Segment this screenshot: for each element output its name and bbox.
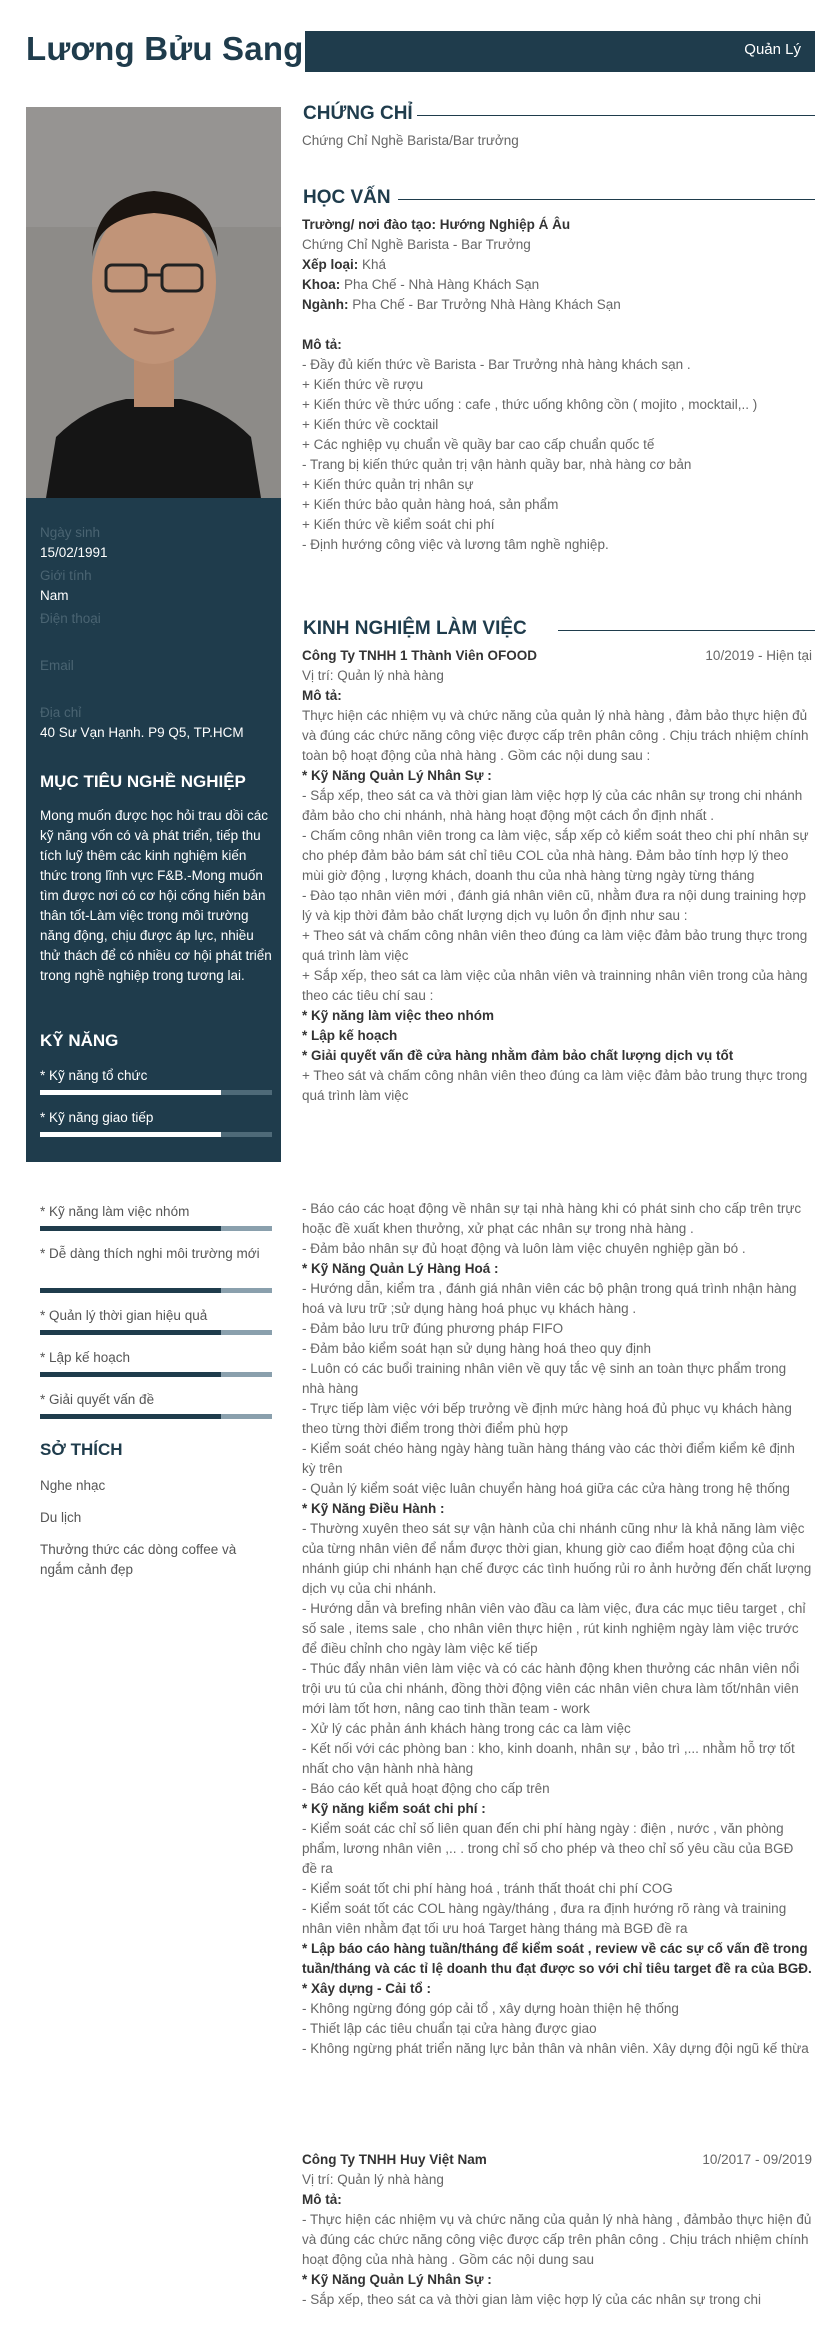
hobby-item: Nghe nhạc: [40, 1478, 106, 1493]
desc-line: - Đào tạo nhân viên mới , đánh giá nhân viên cũ, nhằm đưa ra nội dung training hợp lý và kịp thời đảm bảo chất lượng dịch vụ luôn ổn định như sau :: [302, 888, 807, 923]
desc-line: - Thiết lập các tiêu chuẩn tại cửa hàng được giao: [302, 2021, 597, 2036]
desc-line: - Đảm bảo kiểm soát hạn sử dụng hàng hoá theo quy định: [302, 1341, 652, 1356]
job-desc-list: [302, 706, 812, 1106]
desc-line: - Luôn có các buổi training nhân viên về quy tắc vệ sinh an toàn thực phẩm trong nhà hàng: [302, 1361, 787, 1396]
faculty-label: Khoa:: [302, 277, 341, 292]
skill-name: * Kỹ năng tổ chức: [40, 1068, 148, 1083]
skill-bar: [40, 1226, 272, 1231]
desc-line: - Đảm bảo nhân sự đủ hoạt động và luôn làm việc chuyên nghiệp gần bó .: [302, 1241, 746, 1256]
job-desc-list: [302, 2210, 812, 2310]
skills-title: KỸ NĂNG: [40, 1031, 119, 1050]
desc-line: - Định hướng công việc và lương tâm nghề nghiệp.: [302, 537, 609, 552]
company-name: Công Ty TNHH Huy Việt Nam: [302, 2152, 487, 2167]
job-position: Vị trí: Quản lý nhà hàng: [302, 2172, 444, 2187]
skill-bar-fill: [40, 1330, 221, 1335]
desc-line: + Kiến thức về thức uống : cafe , thức uống không cồn ( mojito , mocktail,.. ): [302, 397, 758, 412]
desc-line: - Báo cáo kết quả hoạt động cho cấp trên: [302, 1781, 550, 1796]
job-date: 10/2019 - Hiện tại: [705, 648, 812, 663]
desc-line: * Kỹ Năng Điều Hành :: [302, 1501, 445, 1516]
job-position: Vị trí: Quản lý nhà hàng: [302, 668, 444, 683]
desc-line: - Xử lý các phản ánh khách hàng trong các ca làm việc: [302, 1721, 631, 1736]
phone-label: Điện thoại: [40, 611, 101, 626]
school-label: Trường/ nơi đào tạo:: [302, 217, 436, 232]
desc-line: * Lập báo cáo hàng tuần/tháng để kiểm soát , review về các sự cố vấn đề trong tuần/tháng và các tỉ lệ doanh thu đạt được so với chỉ tiêu target đề ra của BGĐ.: [302, 1941, 812, 1976]
candidate-name: Lương Bửu Sang: [26, 30, 304, 67]
desc-line: - Đảm bảo lưu trữ đúng phương pháp FIFO: [302, 1321, 564, 1336]
desc-line: + Theo sát và chấm công nhân viên theo đúng ca làm việc đảm bảo trung thực trong quá trình làm việc: [302, 928, 808, 963]
desc-line: - Hướng dẫn, kiểm tra , đánh giá nhân viên các bộ phận trong quá trình nhận hàng hoá và lưu trữ ;sử dụng hàng hoá phục vụ khách hàng .: [302, 1281, 797, 1316]
skill-bar-fill: [40, 1090, 221, 1095]
rank-label: Xếp loại:: [302, 257, 359, 272]
desc-line: - Đầy đủ kiến thức về Barista - Bar Trưởng nhà hàng khách sạn .: [302, 357, 691, 372]
experience-title: KINH NGHIỆM LÀM VIỆC: [303, 618, 527, 639]
skill-bar: [40, 1090, 272, 1095]
dob-value: 15/02/1991: [40, 545, 108, 560]
desc-line: - Thực hiện các nhiệm vụ và chức năng của quản lý nhà hàng , đảmbảo thực hiện đủ và đúng các chức năng công việc được cấp trên phân công . Chịu trách nhiệm chính hoạt động của nhà hàng . Gồm các nội dung sau: [302, 2212, 812, 2267]
email-label: Email: [40, 658, 74, 673]
skill-bar-fill: [40, 1226, 221, 1231]
skill-name: * Kỹ năng làm việc nhóm: [40, 1204, 190, 1219]
desc-line: - Báo cáo các hoạt động về nhân sự tại nhà hàng khi có phát sinh cho cấp trên trực hoặc đề xuất khen thưởng, xử phạt các nhân sự trong nhà hàng .: [302, 1201, 802, 1236]
desc-line: - Sắp xếp, theo sát ca và thời gian làm việc hợp lý của các nhân sự trong chi: [302, 2292, 761, 2307]
rank-value: Khá: [362, 257, 387, 272]
major-label: Ngành:: [302, 297, 349, 312]
hobby-item: Du lịch: [40, 1510, 82, 1525]
desc-line: * Kỹ năng kiểm soát chi phí :: [302, 1801, 486, 1816]
desc-line: * Kỹ năng làm việc theo nhóm: [302, 1008, 495, 1023]
desc-line: + Sắp xếp, theo sát ca làm việc của nhân viên và trainning nhân viên trong của hàng theo các tiêu chí sau :: [302, 968, 808, 1003]
desc-line: + Các nghiệp vụ chuẩn về quầy bar cao cấp chuẩn quốc tế: [302, 437, 655, 452]
objective-title: MỤC TIÊU NGHỀ NGHIỆP: [40, 772, 246, 791]
job-title-bar: [305, 31, 815, 72]
desc-line: * Kỹ Năng Quản Lý Hàng Hoá :: [302, 1261, 499, 1276]
avatar-portrait-icon: [26, 107, 281, 498]
desc-line: - Hướng dẫn và brefing nhân viên vào đầu ca làm việc, đưa các mục tiêu target , chỉ số sale , items sale , cho nhân viên thực hiện , rút kinh nghiệm ngày làm việc trước để điều chỉnh cho ngày làm việc kế tiếp: [302, 1601, 806, 1656]
objective-text: Mong muốn được học hỏi trau dồi các kỹ năng vốn có và phát triển, tiếp thu tích luỹ thêm các kinh nghiệm kiến thức trong lĩnh vực F&B.-Mong muốn tìm được nơi có cơ hội cống hiến bản thân tốt-Làm việc trong môi trường năng động, chịu được áp lực, nhiều thử thách để có nhiều cơ hội phát triển trong nghề nghiệp trong tương lai.: [40, 808, 272, 983]
section-divider: [398, 199, 815, 200]
desc-line: + Kiến thức về kiểm soát chi phí: [302, 517, 495, 532]
skill-bar: [40, 1330, 272, 1335]
job2-block: [302, 2170, 812, 2310]
job1-block: [302, 666, 812, 1106]
address-value: 40 Sư Vạn Hạnh. P9 Q5, TP.HCM: [40, 725, 244, 740]
desc-line: + Kiến thức về cocktail: [302, 417, 439, 432]
desc-line: - Kết nối với các phòng ban : kho, kinh doanh, nhân sự , bảo trì ,... nhằm hỗ trợ tốt nhất cho vận hành nhà hàng: [302, 1741, 795, 1776]
gender-label: Giới tính: [40, 568, 92, 583]
skill-bar: [40, 1288, 272, 1293]
skill-bar-fill: [40, 1372, 221, 1377]
skill-name: * Quản lý thời gian hiệu quả: [40, 1308, 208, 1323]
job-title: Quản Lý: [744, 41, 801, 58]
major-value: Pha Chế - Bar Trưởng Nhà Hàng Khách Sạn: [352, 297, 621, 312]
dob-label: Ngày sinh: [40, 525, 101, 540]
skill-bar-fill: [40, 1132, 221, 1137]
job-desc-list-continued: [302, 1199, 812, 2059]
job-desc-label: Mô tả:: [302, 688, 342, 703]
desc-line: - Kiểm soát chéo hàng ngày hàng tuần hàng tháng vào các thời điểm kiểm kê định kỳ trên: [302, 1441, 795, 1476]
desc-line: - Chấm công nhân viên trong ca làm việc, sắp xếp cỏ kiểm soát theo chi phí nhân sự cho phép đảm bảo bám sát chỉ tiêu COL của nhà hàng. Đảm bảo tính hợp lý theo mùi giờ động , lượng khách, doanh thu của nhà hàng từng ngày từng tháng: [302, 828, 809, 883]
school-value: Hướng Nghiệp Á Âu: [439, 217, 571, 232]
desc-line: + Kiến thức quản trị nhân sự: [302, 477, 474, 492]
desc-line: * Giải quyết vấn đề cửa hàng nhằm đảm bảo chất lượng dịch vụ tốt: [302, 1048, 734, 1063]
skill-name: * Kỹ năng giao tiếp: [40, 1110, 154, 1125]
desc-line: * Kỹ Năng Quản Lý Nhân Sự :: [302, 768, 492, 783]
skill-bar-fill: [40, 1288, 221, 1293]
faculty-value: Pha Chế - Nhà Hàng Khách Sạn: [344, 277, 540, 292]
desc-line: - Thúc đẩy nhân viên làm việc và có các hành động khen thưởng các nhân viên nổi trội ưu tú của chi nhánh, đồng thời động viên các nhân viên chưa làm tốt/nhân viên mới làm tốt hơn, nâng cao tinh thần team - work: [302, 1661, 800, 1716]
desc-line: - Kiểm soát tốt chi phí hàng hoá , tránh thất thoát chi phí COG: [302, 1881, 673, 1896]
job-date: 10/2017 - 09/2019: [702, 2152, 812, 2167]
desc-line: - Thường xuyên theo sát sự vận hành của chi nhánh cũng như là khả năng làm việc của từng nhân viên để nắm được thời gian, khung giờ cao điểm hoạt động của chi nhánh giúp chi nhánh hạn chế được các tình huống rủi ro ảnh hưởng đến chất lượng dịch vụ của chi nhánh.: [302, 1521, 812, 1596]
desc-line: - Sắp xếp, theo sát ca và thời gian làm việc hợp lý của các nhân sự trong chi nhánh đảm bảo cho chi nhánh, nhà hàng hoạt động một cách ổn định nhất .: [302, 788, 803, 823]
desc-line: - Trang bị kiến thức quản trị vận hành quầy bar, nhà hàng cơ bản: [302, 457, 692, 472]
skill-name: * Dễ dàng thích nghi môi trường mới: [40, 1246, 260, 1261]
hobbies-title: SỞ THÍCH: [40, 1440, 123, 1459]
education-desc-list: [302, 355, 812, 555]
skill-bar: [40, 1372, 272, 1377]
desc-line: + Theo sát và chấm công nhân viên theo đúng ca làm việc đảm bảo trung thực trong quá trình làm việc: [302, 1068, 808, 1103]
gender-value: Nam: [40, 588, 69, 603]
education-block: [302, 215, 812, 555]
desc-line: - Không ngừng đóng góp cải tổ , xây dựng hoàn thiện hệ thống: [302, 2001, 679, 2016]
desc-line: * Kỹ Năng Quản Lý Nhân Sự :: [302, 2272, 492, 2287]
desc-line: - Không ngừng phát triển năng lực bản thân và nhân viên. Xây dựng đội ngũ kế thừa: [302, 2041, 809, 2056]
address-label: Địa chỉ: [40, 705, 82, 720]
section-divider: [417, 115, 815, 116]
skill-bar: [40, 1414, 272, 1419]
skill-name: * Lập kế hoạch: [40, 1350, 131, 1365]
company-name: Công Ty TNHH 1 Thành Viên OFOOD: [302, 648, 538, 663]
desc-line: Thực hiện các nhiệm vụ và chức năng của quản lý nhà hàng , đảm bảo thực hiện đủ và đúng các chức năng công việc được cấp trên phân công . Chịu trách nhiệm chính toàn bộ hoạt động của nhà hàng . Gồm các nội dung sau :: [302, 708, 809, 763]
cert-title: CHỨNG CHỈ: [303, 103, 413, 124]
desc-line: * Lập kế hoạch: [302, 1028, 398, 1043]
desc-line: * Xây dựng - Cải tổ :: [302, 1981, 432, 1996]
desc-line: + Kiến thức về rượu: [302, 377, 424, 392]
cert-text: Chứng Chỉ Nghề Barista/Bar trưởng: [302, 133, 519, 148]
desc-line: - Kiểm soát tốt các COL hàng ngày/tháng , đưa ra định hướng rõ ràng và training nhân viên nhằm đạt tối ưu hoá Target hàng tháng mà BGĐ đề ra: [302, 1901, 787, 1936]
education-title: HỌC VẤN: [303, 187, 391, 208]
section-divider: [558, 630, 815, 631]
degree: Chứng Chỉ Nghề Barista - Bar Trưởng: [302, 237, 531, 252]
desc-line: - Kiểm soát các chỉ số liên quan đến chi phí hàng ngày : điện , nước , văn phòng phẩm, lương nhân viên ,.. . trong chỉ số cho phép và theo chỉ số yêu cầu của BGĐ đề ra: [302, 1821, 794, 1876]
desc-line: + Kiến thức bảo quản hàng hoá, sản phẩm: [302, 497, 559, 512]
education-desc-label: Mô tả:: [302, 337, 342, 352]
profile-photo: [26, 107, 281, 498]
job-desc-label: Mô tả:: [302, 2192, 342, 2207]
desc-line: - Trực tiếp làm việc với bếp trưởng về định mức hàng hoá đủ phục vụ khách hàng theo từng thời điểm trong thời điểm phù hợp: [302, 1401, 792, 1436]
skill-name: * Giải quyết vấn đề: [40, 1392, 155, 1407]
skill-bar-fill: [40, 1414, 221, 1419]
hobby-item: Thưởng thức các dòng coffee và ngắm cảnh đẹp: [40, 1542, 237, 1577]
desc-line: - Quản lý kiểm soát việc luân chuyển hàng hoá giữa các cửa hàng trong hệ thống: [302, 1481, 790, 1496]
skill-bar: [40, 1132, 272, 1137]
